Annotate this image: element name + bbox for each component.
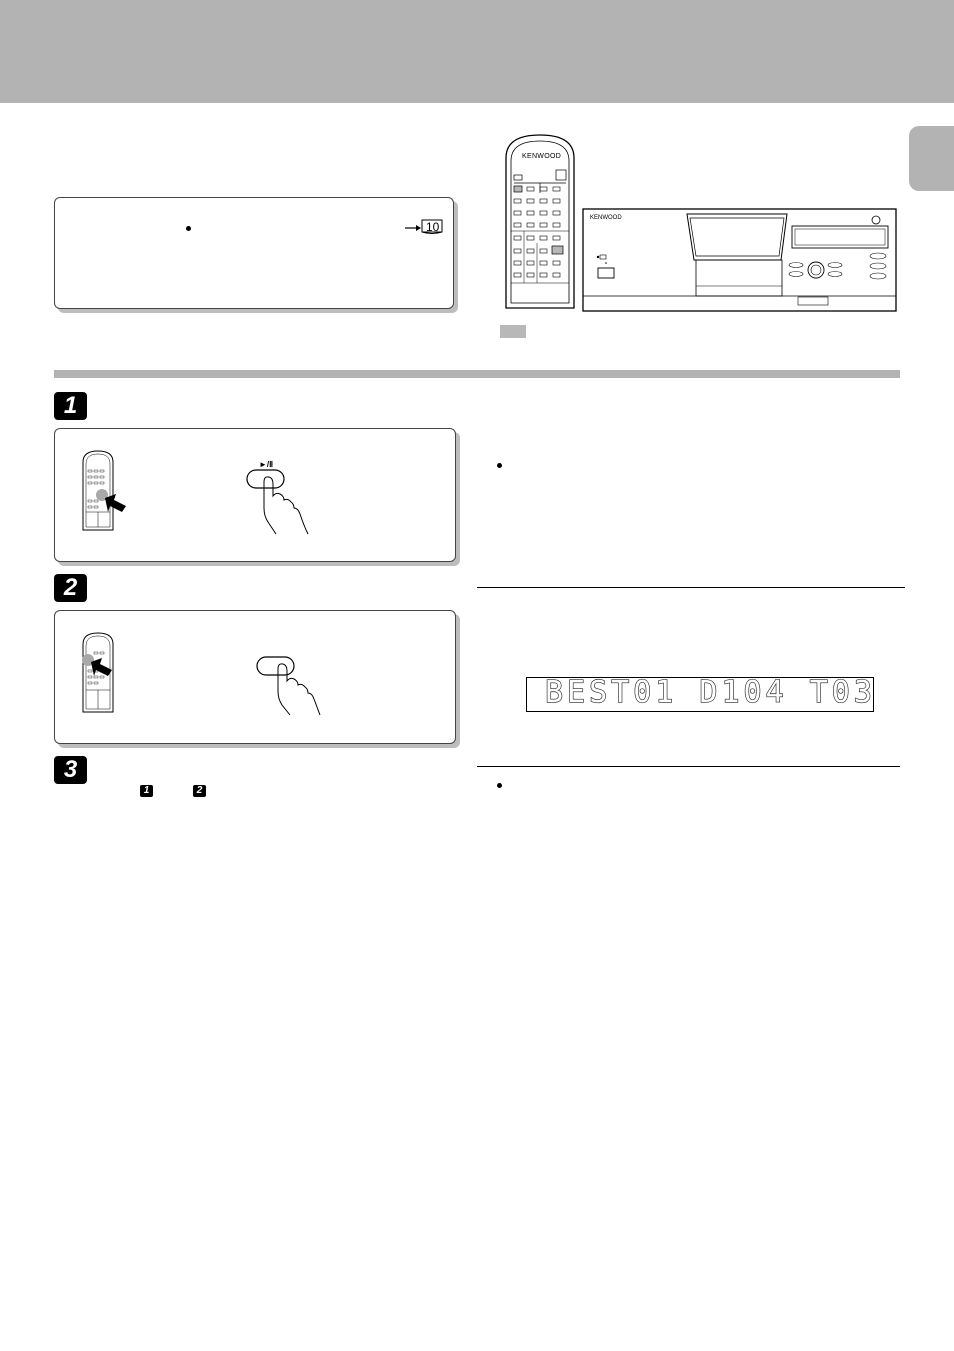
info-box: [54, 197, 454, 309]
step-1-button-press-illustration: [246, 468, 316, 536]
highlight-legend-swatch: [500, 325, 526, 338]
step-2-button[interactable]: [257, 657, 294, 675]
bullet-icon: [186, 226, 191, 231]
step-2-badge: 2: [54, 574, 87, 602]
section-tab[interactable]: [909, 126, 954, 191]
page-number: 10: [426, 220, 440, 234]
step-2-remote-icon: [80, 632, 130, 714]
remote-brand-label: KENWOOD: [522, 153, 562, 160]
step-2-inline-ref: 2: [193, 785, 206, 797]
cd-player-illustration: [582, 208, 897, 313]
player-brand-label: KENWOOD: [590, 215, 622, 221]
display-readout-text: BEST01 D104 T03: [545, 675, 876, 710]
step-1-inline-ref: 1: [140, 785, 153, 797]
header-band: [0, 0, 954, 103]
step-1-badge: 1: [54, 392, 87, 420]
section-rule: [54, 370, 900, 378]
bullet-icon: [497, 783, 502, 788]
step-1-remote-icon: [80, 450, 130, 532]
divider: [477, 766, 900, 767]
bullet-icon: [497, 463, 502, 468]
page-reference[interactable]: [404, 218, 444, 236]
play-pause-label: ►/Ⅱ: [258, 460, 274, 469]
remote-control-illustration: [500, 133, 580, 313]
step-2-button-press-illustration: [256, 655, 326, 717]
play-pause-button[interactable]: [247, 470, 284, 488]
step-3-badge: 3: [54, 756, 87, 784]
divider: [477, 587, 905, 588]
